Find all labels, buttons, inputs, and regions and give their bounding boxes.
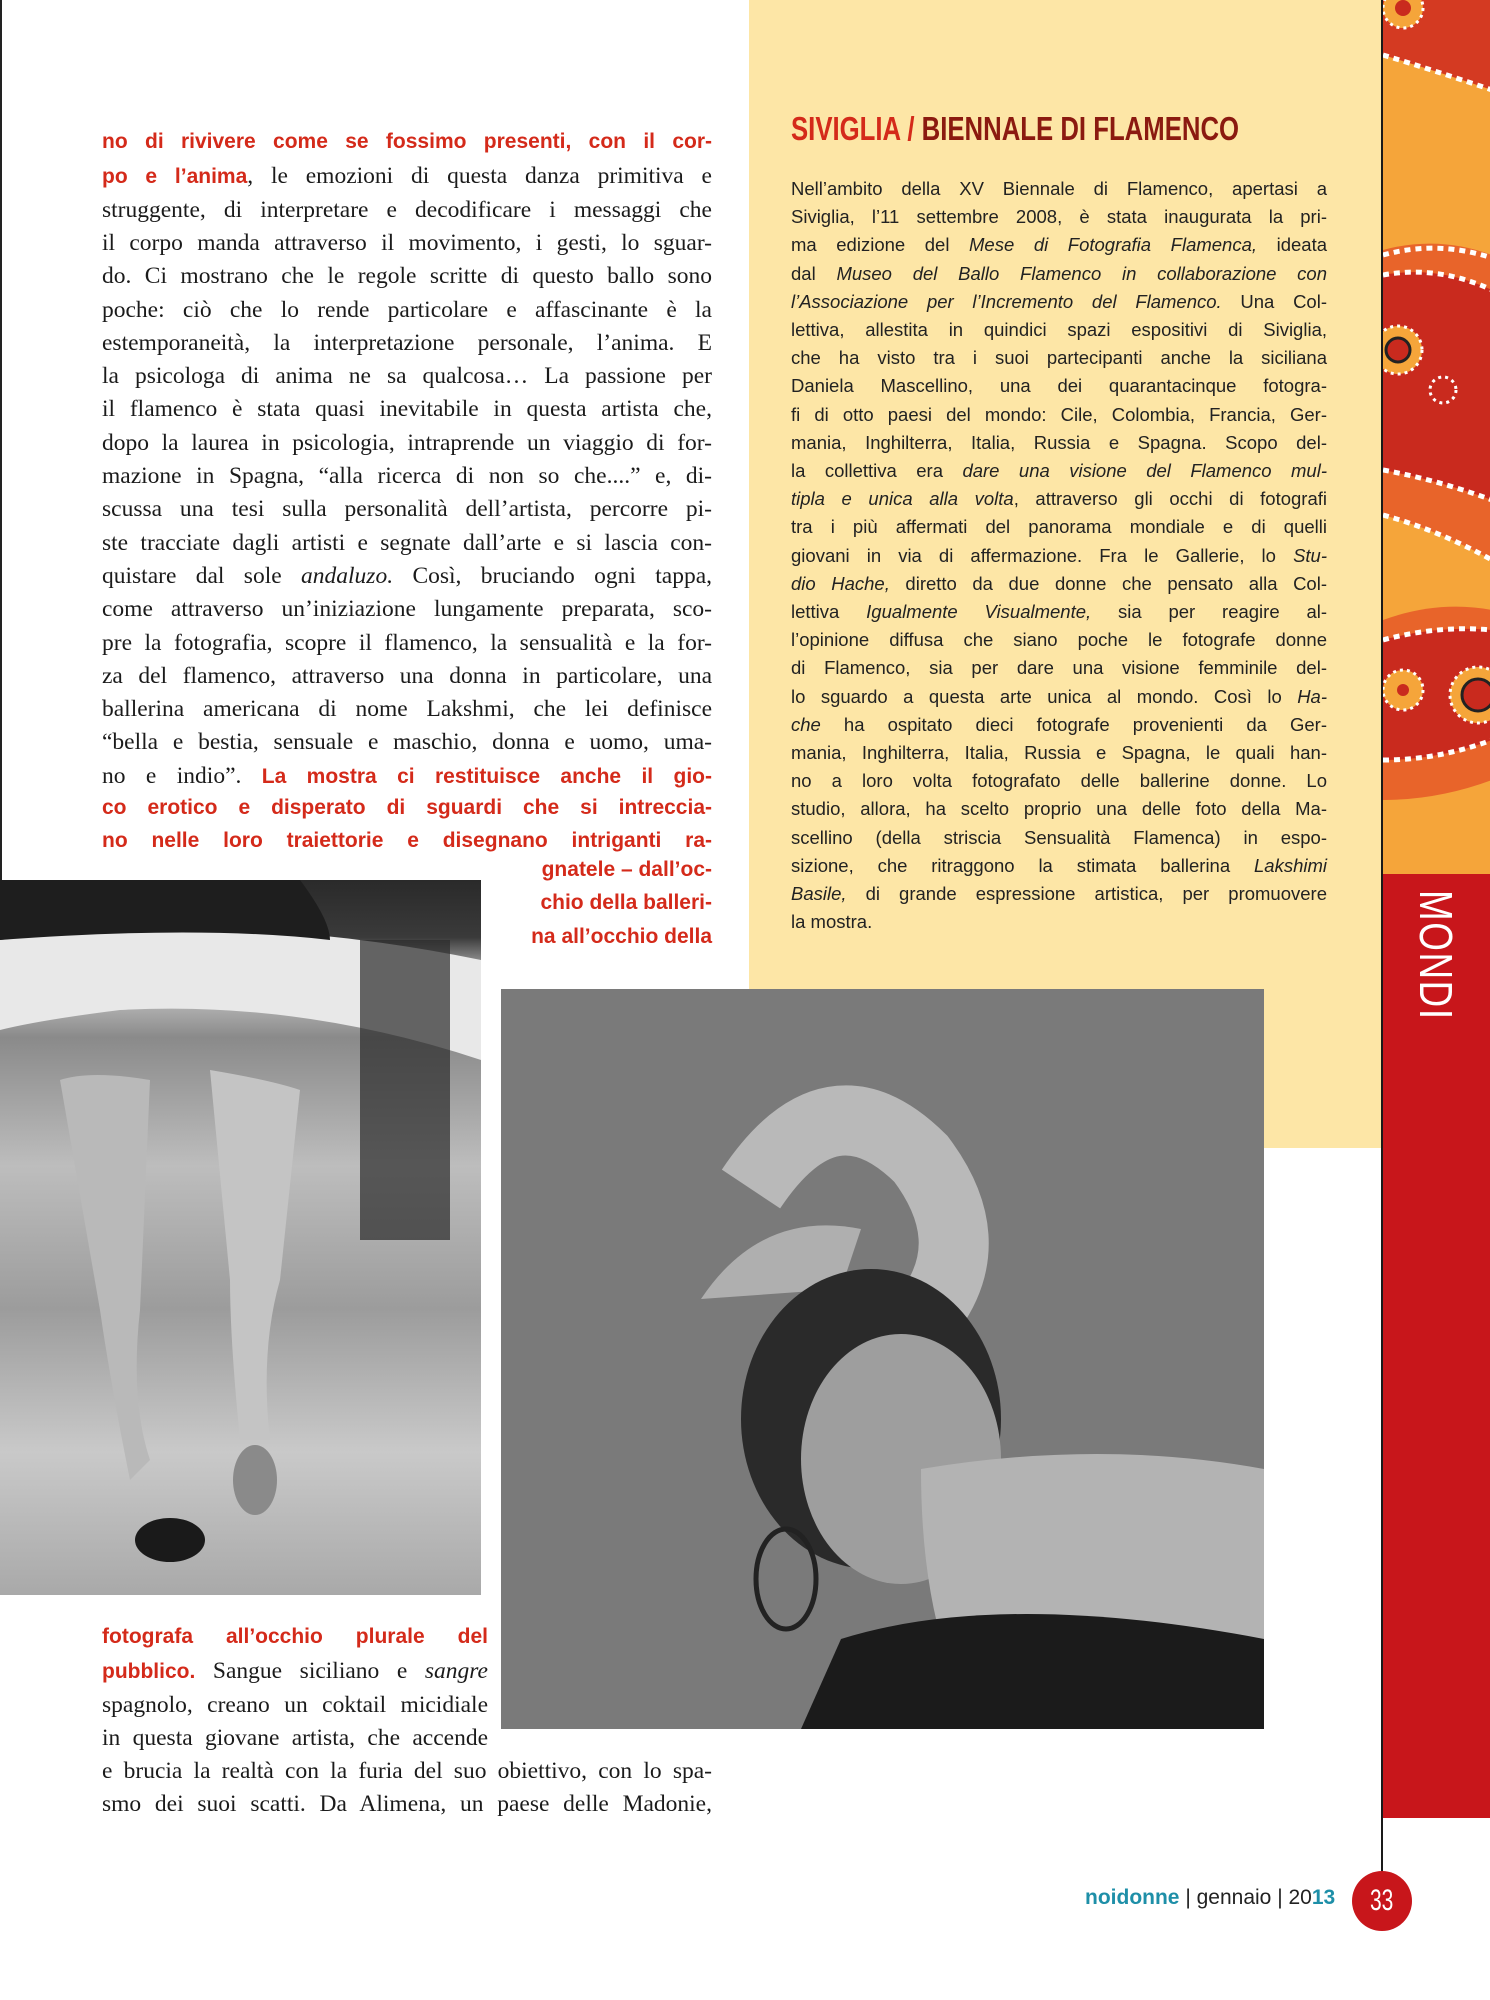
text-line [102, 263, 712, 290]
body-text: Sangue siciliano e [195, 1658, 425, 1685]
italic-text: che [791, 713, 821, 735]
body-text: lettiva, allestita in quindici spazi espositivi di Siviglia, [791, 319, 1327, 340]
highlight-text: chio della balleri- [540, 891, 712, 915]
text-line [791, 827, 1327, 849]
body-text: lettiva [791, 601, 867, 622]
text-line [102, 363, 712, 390]
body-text: Siviglia, l’11 settembre 2008, è stata inaugurata la pri- [791, 206, 1327, 228]
body-text: la psicologa di anima ne sa qualcosa… La passione per [102, 363, 712, 390]
issue-year-b: 13 [1311, 1886, 1336, 1909]
dancer-legs-image-icon [0, 880, 481, 1595]
text-line [791, 206, 1327, 228]
body-text: diretto da due donne che pensato alla Col- [889, 572, 1327, 594]
text-line [791, 375, 1327, 397]
italic-text: Ha- [1297, 685, 1327, 707]
highlight-text: co erotico e disperato di sguardi che si intreccia- [102, 796, 712, 819]
body-text: estemporaneità, la interpretazione personale, l’anima. E [102, 329, 712, 356]
text-line [102, 763, 712, 790]
body-text: do. Ci mostrano che le regole scritte di questo ballo sono [102, 263, 712, 290]
body-text: no a loro volta fotografato delle ballerine donne. Lo [791, 770, 1327, 792]
text-line [791, 601, 1327, 623]
body-text: no e indio”. [102, 762, 262, 789]
italic-text: Mese di Fotografia Flamenca, [969, 234, 1258, 256]
body-text: come attraverso un’iniziazione lungamente preparata, sco- [102, 596, 712, 623]
text-line [791, 404, 1327, 426]
highlight-text: gnatele – dall’oc- [541, 858, 712, 881]
body-text: , le emozioni di questa danza primitiva e [247, 163, 712, 190]
body-text: Una Col- [1221, 290, 1327, 312]
text-line [791, 460, 1327, 482]
italic-text: Lakshimi [1254, 854, 1327, 876]
body-text: di grande espressione artistica, per promuovere [846, 883, 1327, 904]
text-line [791, 178, 1327, 200]
text-line [490, 925, 712, 949]
body-text: ballerina americana di nome Lakshmi, che lei definisce [102, 696, 712, 723]
body-text: “bella e bestia, sensuale e maschio, donna e uomo, uma- [102, 729, 712, 756]
body-text: struggente, di interpretare e decodificare i messaggi che [102, 196, 712, 223]
text-line [791, 432, 1327, 454]
body-text: mazione in Spagna, “alla ricerca di non so che....” e, di- [102, 463, 712, 489]
text-line [102, 230, 712, 257]
highlight-text: no nelle loro traiettorie e disegnano intriganti ra- [102, 829, 712, 853]
body-text: scussa una tesi sulla personalità dell’artista, percorre pi- [102, 496, 712, 523]
highlight-text: no di rivivere come se fossimo presenti, con il cor- [102, 130, 712, 153]
italic-text: Basile, [791, 883, 847, 904]
magazine-name: noidonne [1085, 1886, 1180, 1909]
text-line [490, 891, 712, 915]
body-text: mania, Inghilterra, Italia, Russia e Spagna. Scopo del- [791, 431, 1327, 453]
text-line [791, 629, 1327, 651]
text-line [791, 347, 1327, 369]
italic-text: Igualmente Visualmente, [866, 601, 1092, 622]
page-number-badge: 33 [1352, 1871, 1412, 1931]
italic-text: l’Associazione per l’Incremento del Flamenco. [791, 290, 1222, 312]
section-label: MONDI [1410, 890, 1462, 1021]
text-line [791, 263, 1327, 285]
footer-issue-info: noidonne | gennaio | 2013 [1085, 1886, 1336, 1909]
body-text: ma edizione del [791, 234, 970, 256]
text-line [102, 1658, 488, 1685]
text-line [791, 657, 1327, 679]
photo-dancer-face [501, 989, 1264, 1729]
body-text: la mostra. [791, 911, 873, 933]
body-text: l’opinione diffusa che siano poche le fotografe donne [791, 629, 1327, 651]
text-line [102, 130, 712, 154]
body-text: il flamenco è stata quasi inevitabile in questa artista che, [102, 396, 712, 423]
text-line [791, 516, 1327, 538]
body-text: tra i più affermati del panorama mondiale e di quelli [791, 516, 1327, 538]
text-line [102, 163, 712, 190]
text-line [791, 911, 1327, 933]
text-line [102, 1758, 712, 1785]
italic-text: dio Hache, [791, 572, 890, 594]
text-line [102, 463, 712, 490]
text-line [791, 714, 1327, 736]
text-line [102, 796, 712, 820]
text-line [102, 530, 712, 557]
body-text: smo dei suoi scatti. Da Alimena, un paese delle Madonie, [102, 1791, 712, 1818]
body-text: fi di otto paesi del mondo: Cile, Colombia, Francia, Ger- [791, 403, 1327, 425]
left-margin-rule [0, 0, 2, 880]
italic-text: Stu- [1293, 544, 1327, 566]
body-text: sia per reagire al- [1091, 601, 1328, 622]
body-text: za del flamenco, attraverso una donna in particolare, una [102, 662, 712, 689]
body-text: ha ospitato dieci fotografe provenienti da Ger- [820, 713, 1327, 735]
text-line [102, 197, 712, 224]
italic-text: andaluzo. [301, 562, 394, 589]
body-text: spagnolo, creano un coktail micidiale [102, 1691, 488, 1718]
text-line [791, 319, 1327, 341]
text-line [102, 630, 712, 657]
text-line [791, 855, 1327, 877]
body-text: di Flamenco, sia per dare una visione femminile del- [791, 657, 1327, 679]
text-line [102, 663, 712, 690]
body-text: , attraverso gli occhi di fotografi [1013, 488, 1327, 510]
body-text: poche: ciò che lo rende particolare e affascinante è la [102, 296, 712, 323]
text-line [102, 1791, 712, 1818]
body-text: Così, bruciando ogni tappa, [393, 562, 712, 589]
text-line [791, 686, 1327, 708]
text-line [102, 1692, 488, 1719]
text-line [791, 234, 1327, 256]
text-line [102, 330, 712, 357]
body-text: mania, Inghilterra, Italia, Russia e Spagna, le quali han- [791, 742, 1327, 763]
body-text: Daniela Mascellino, una dei quarantacinque fotogra- [791, 375, 1327, 397]
body-text: dopo la laurea in psicologia, intraprende un viaggio di for- [102, 429, 712, 456]
sidebar-title: SIVIGLIA / BIENNALE DI FLAMENCO [791, 110, 1240, 147]
dancer-portrait-image-icon [501, 989, 1264, 1729]
text-line [102, 1625, 488, 1649]
body-text: ste tracciate dagli artisti e segnate dall’arte e si lascia con- [102, 529, 712, 556]
body-text: Nell’ambito della XV Biennale di Flamenco, apertasi a [791, 178, 1327, 199]
italic-text: sangre [424, 1658, 488, 1685]
body-text: in questa giovane artista, che accende [102, 1724, 488, 1751]
text-line [102, 729, 712, 756]
body-text: studio, allora, ha scelto proprio una delle foto della Ma- [791, 798, 1327, 820]
text-line [791, 291, 1327, 313]
text-line [490, 858, 712, 882]
text-line [791, 770, 1327, 792]
body-text: che ha visto tra i suoi partecipanti anche la siciliana [791, 347, 1327, 369]
highlight-text: pubblico. [102, 1660, 196, 1684]
body-text: dal [791, 262, 837, 284]
italic-text: tipla e unica alla volta [791, 488, 1014, 510]
highlight-text: La mostra ci restituisce anche il gio- [261, 764, 712, 788]
body-text: giovani in via di affermazione. Fra le Gallerie, lo [791, 544, 1294, 566]
text-line [102, 696, 712, 723]
text-line [791, 573, 1327, 595]
issue-year-a: 20 [1288, 1886, 1312, 1909]
text-line [791, 545, 1327, 567]
body-text: e brucia la realtà con la furia del suo obiettivo, con lo spa- [102, 1758, 712, 1784]
body-text: lo sguardo a questa arte unica al mondo. Così lo [791, 685, 1298, 707]
text-line [102, 829, 712, 853]
body-text: la collettiva era [791, 460, 963, 481]
highlight-text: fotografa all’occhio plurale del [102, 1625, 488, 1648]
text-line [102, 596, 712, 623]
text-line [102, 496, 712, 523]
italic-text: Museo del Ballo Flamenco in collaborazione con [836, 262, 1327, 284]
photo-dancer-legs [0, 880, 481, 1595]
text-line [102, 1725, 488, 1752]
text-line [791, 742, 1327, 764]
text-line [102, 297, 712, 324]
body-text: scellino (della striscia Sensualità Flamenca) in espo- [791, 826, 1327, 848]
highlight-text: na all’occhio della [531, 924, 712, 948]
text-line [102, 396, 712, 423]
body-text: sizione, che ritraggono la stimata ballerina [791, 854, 1254, 876]
text-line [791, 883, 1327, 905]
issue-month: gennaio [1196, 1886, 1272, 1909]
body-text: ideata [1257, 234, 1328, 256]
highlight-text: po e l’anima [102, 165, 248, 189]
text-line [102, 563, 712, 590]
italic-text: dare una visione del Flamenco mul- [962, 460, 1327, 481]
body-text: quistare dal sole [102, 562, 302, 589]
body-text: il corpo manda attraverso il movimento, i gesti, lo sguar- [102, 229, 712, 256]
text-line [791, 798, 1327, 820]
text-line [102, 430, 712, 457]
page-number-connector [1381, 1818, 1383, 1872]
body-text: pre la fotografia, scopre il flamenco, la sensualità e la for- [102, 629, 712, 656]
text-line [791, 488, 1327, 510]
